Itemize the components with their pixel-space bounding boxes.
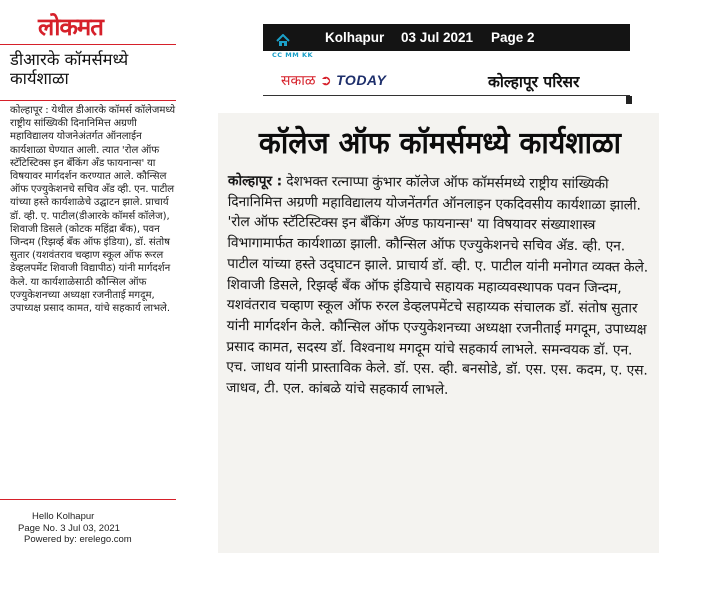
clipping-text: देशभक्त रत्नाप्पा कुंभार कॉलेज ऑफ कॉमर्समध्ये राष्ट्रीय सांख्यिकी दिनानिमित्त अग्रणी महाविद्यालय योजनेंतर्गत ऑनलाइन एकदिवसीय कार्यशाळा झाली. 'रोल ऑफ स्टॅटिस्टिक्स इन बँकिंग ॲण्ड फायनान्स' या विषयावर संख्याशास्त्र विभागामार्फत कार्यशाळा झाली. कौन्सिल ऑफ एज्युकेशनचे सचिव ॲड. व्ही. एन. पाटील यांच्या हस्ते उद्‍घाटन झाले. प्राचार्य डॉ. व्ही. ए. पाटील यांनी मनोगत व्यक्त केले. शिवाजी डिसले, रिझर्व्ह बँक ऑफ इंडियाचे सहायक महाव्यवस्थापक पवन जिन्दम, यशवंतराव चव्हाण स्कूल ऑफ रुरल डेव्हलपमेंटचे सहाय्यक संचालक डॉ. संतोष सुतार यांनी मार्गदर्शन केले. कौन्सिल ऑफ एज्युकेशनच्या अध्यक्षा रजनीताई मगदूम, उपाध्यक्ष प्रसाद कामत, सदस्य डॉ. विश्वनाथ मगदूम यांचे सहकार्य लाभले. समन्वयक डॉ. एन. एच. जाधव यांनी प्रास्ताविक केले. डॉ. एस. व्ही. बनसोडे, डॉ. एस. एस. कदम, ए. एस. जाधव, टी. एल. कांबळे यांचे सहकार्य लाभले. <box>226 173 649 398</box>
edition-page: Page 2 <box>491 30 535 45</box>
sakal-today-logo <box>281 71 386 90</box>
edition-date: 03 Jul 2021 <box>401 30 474 45</box>
arrow-icon: ➲ <box>319 73 337 89</box>
sakal-brand: सकाळ <box>281 73 316 89</box>
clipping-footer <box>18 511 158 546</box>
top-divider <box>0 44 176 45</box>
masthead-rule <box>263 95 630 96</box>
clipping-headline: कॉलेज ऑफ कॉमर्समध्ये कार्यशाळा <box>258 126 622 161</box>
footer-source: Hello Kolhapur <box>32 511 95 522</box>
lokmat-clipping <box>0 0 178 615</box>
clipping-dateline: कोल्हापूर : <box>227 172 283 190</box>
edition-bar <box>263 24 630 51</box>
edition-city: Kolhapur <box>325 30 385 45</box>
footer-page-date: Page No. 3 Jul 03, 2021 <box>18 522 120 534</box>
clipping-body <box>226 171 652 402</box>
article-body: कोल्हापूर : येथील डीआरके कॉमर्स कॉलेजमध्ये राष्ट्रीय सांख्यिकी दिनानिमित्त अग्रणी महाविद्यालय योजनेअंतर्गत ऑनलाईन कार्यशाळा घेण्यात आली. त्यात 'रोल ऑफ स्टॅटिस्टिक्स इन बँकिंग अँड फायनान्स' या विषयावर मार्गदर्शन करण्यात आले. कौन्सिल ऑफ एज्युकेशनचे सचिव अँड व्ही. एन. पाटील यांच्या हस्ते कार्यशाळेचे उद्घाटन झाले. प्राचार्य डॉ. व्ही. ए. पाटील(डीआरके कॉमर्स कॉलेज), शिवाजी डिसले (कोटक महिंद्रा बँक), पवन जिन्दम (रिझर्व्ह बँक ऑफ इंडिया), डॉ. संतोष सुतार (यशवंतराव चव्हाण स्कूल ऑफ रूरल डेव्हलपमेंट शिवाजी विद्यापीठ) यांनी मार्गदर्शन केले. या कार्यशाळेसाठी कौन्सिल ऑफ एज्युकेशनच्या अध्यक्षा रजनीताई मगदूम, उपाध्यक्ष प्रसाद कामत, यांचे सहकार्य लाभले. <box>10 105 176 315</box>
bottom-divider <box>0 499 176 500</box>
article-headline: डीआरके कॉमर्समध्ये कार्यशाळा <box>10 50 129 88</box>
footer-powered-by: Powered by: erelego.com <box>24 534 132 545</box>
headline-divider <box>0 100 176 101</box>
home-icon <box>276 34 290 47</box>
section-title: कोल्हापूर परिसर <box>488 73 580 91</box>
corner-mark <box>626 96 632 104</box>
today-brand: TODAY <box>336 72 387 88</box>
news-clipping <box>218 113 659 553</box>
lokmat-logo: लोकमत <box>38 12 103 41</box>
tiny-brand-logo: CC MM KK <box>272 51 314 59</box>
